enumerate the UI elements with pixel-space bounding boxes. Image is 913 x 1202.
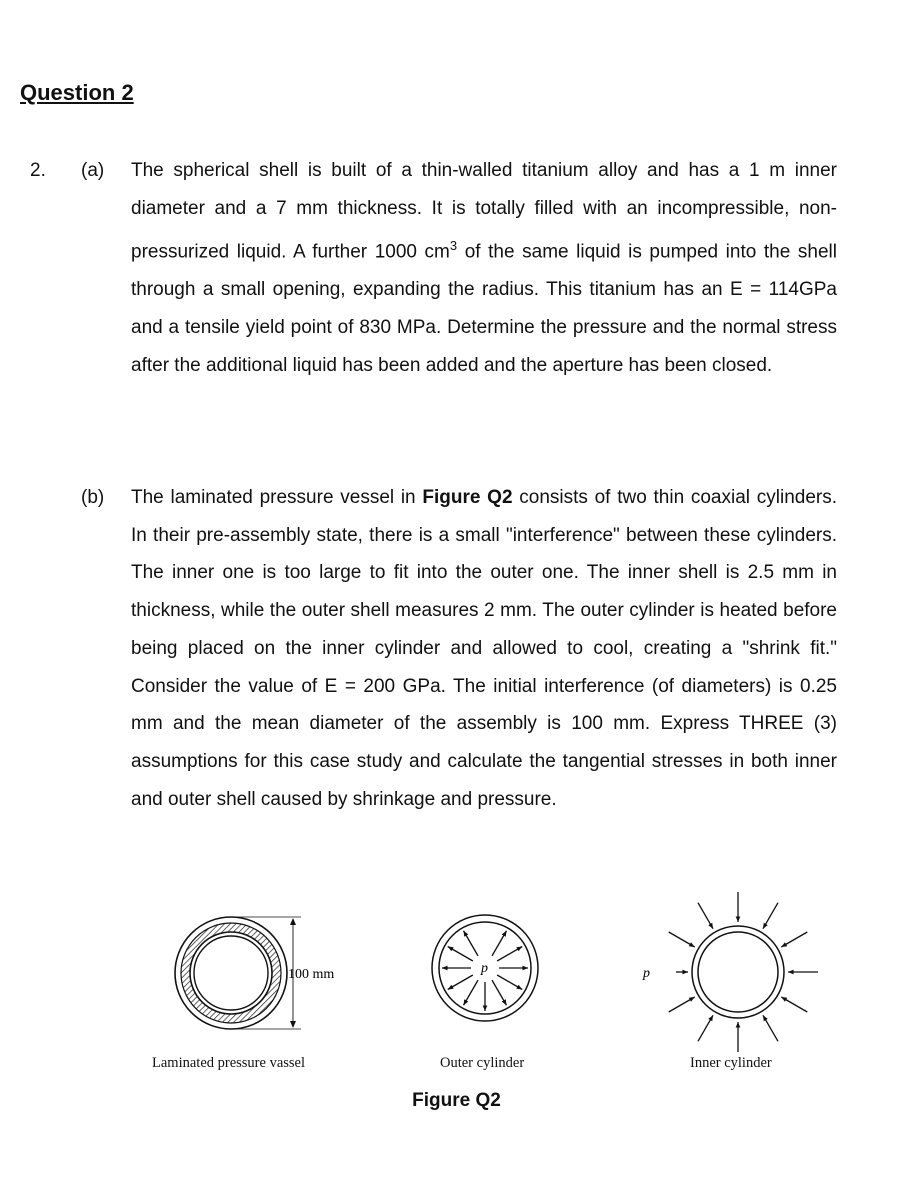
caption-outer: Outer cylinder — [440, 1055, 525, 1071]
part-a-text: The spherical shell is built of a thin-walled titanium alloy and has a 1 m inner diameter and a 7 mm thickness. It is totally filled with an incompressible, non-pressurized liquid. A further 1000 $cm^3$ of the same liquid is pumped into the shell through a small opening, expanding the radius. This titanium has an E = 114GPa and a tensile yield point of 830 MPa. Determine the pressure and the normal stress after the additional liquid has been added and the aperture has been closed. — [131, 160, 837, 376]
caption-laminated: Laminated pressure vassel — [152, 1055, 306, 1071]
arrow-head — [736, 1022, 741, 1028]
caption-inner: Inner cylinder — [690, 1055, 772, 1071]
arrow-head — [522, 966, 528, 971]
inner-cylinder-figure — [638, 890, 838, 1060]
external-pressure-arrows — [669, 892, 818, 1052]
superscript: 3 — [449, 238, 458, 254]
pressure-label: p — [643, 966, 650, 981]
part-a-label: (a) — [81, 160, 105, 181]
arrow-head — [736, 916, 741, 922]
figure-title: Figure Q2 — [412, 1090, 501, 1111]
arrow-head — [483, 1005, 488, 1011]
inner-cylinder-outer-ring — [692, 926, 784, 1018]
pressure-label: p — [481, 961, 488, 976]
part-b-label: (b) — [81, 487, 105, 508]
part-b-text: The laminated pressure vessel in Figure Q2 consists of two thin coaxial cylinders. In their pre-assembly state, there is a small "interference" between these cylinders. The inner one is too large to fit into the outer one. The inner shell is 2.5 mm in thickness, while the outer shell measures 2 mm. The outer cylinder is heated before being placed on the inner cylinder and allowed to cool, creating a "shrink fit." Consider the value of E = 200 GPa. The initial interference (of diameters) is 0.25 mm and the mean diameter of the assembly is 100 mm. Express THREE (3) assumptions for this case study and calculate the tangential stresses in both inner and outer shell caused by shrinkage and pressure. — [131, 487, 837, 810]
question-heading: Question 2 — [20, 80, 134, 105]
laminated-vessel-figure — [165, 915, 365, 1035]
arrow-head — [682, 970, 688, 975]
figure-reference: Figure Q2 — [422, 487, 513, 508]
arrow-head — [788, 970, 794, 975]
outer-cylinder-figure — [427, 910, 547, 1030]
inner-cylinder-inner-ring — [698, 932, 778, 1012]
dimension-label: 100 mm — [288, 967, 335, 982]
question-number: 2. — [30, 160, 46, 181]
arrow-head — [442, 966, 448, 971]
